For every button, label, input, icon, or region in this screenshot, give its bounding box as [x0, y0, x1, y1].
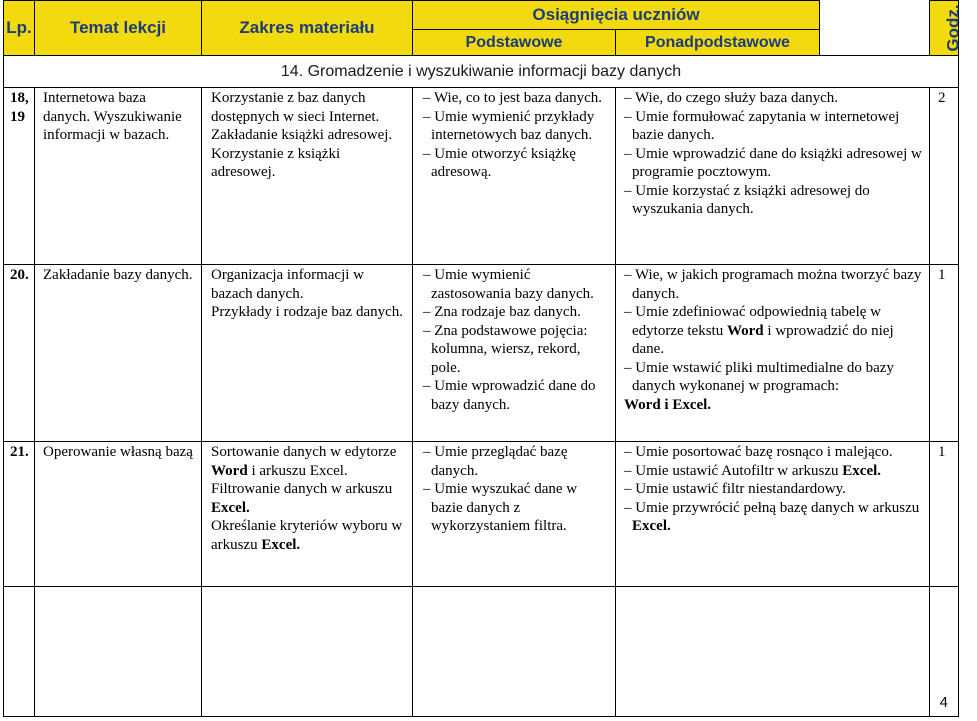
- row-advanced: – Umie posortować bazę rosnąco i malejąco. – Umie ustawić Autofiltr w arkuszu Excel. – Umie ustawić filtr niestandardowy. – Umie przywrócić pełną bazę danych w arkuszu Excel.: [616, 442, 930, 587]
- row-scope: Korzystanie z baz danych dostępnych w sieci Internet. Zakładanie książki adresowej. Korzystanie z książki adresowej.: [202, 88, 413, 265]
- row-advanced: – Wie, w jakich programach można tworzyć bazy danych. – Umie zdefiniować odpowiednią tabelę w edytorze tekstu Word i wprowadzić do niej dane. – Umie wstawić pliki multimedialne do bazy danych wykonanej w programach: Word i Excel.: [616, 265, 930, 442]
- row-scope: Sortowanie danych w edytorze Word i arkuszu Excel. Filtrowanie danych w arkuszu Excel. Określanie kryteriów wyboru w arkuszu Excel.: [202, 442, 413, 587]
- section-title: 14. Gromadzenie i wyszukiwanie informacji bazy danych: [4, 56, 959, 88]
- row-lp: 21.: [4, 442, 35, 587]
- row-topic: Zakładanie bazy danych.: [35, 265, 202, 442]
- header-advanced: Ponadpodstawowe: [616, 30, 820, 56]
- row-basic: – Wie, co to jest baza danych. – Umie wymienić przykłady internetowych baz danych. – Umie otworzyć książkę adresową.: [413, 88, 616, 265]
- page-number: 4: [939, 694, 948, 711]
- row-topic: Operowanie własną bazą: [35, 442, 202, 587]
- header-achievements: Osiągnięcia uczniów: [413, 1, 820, 30]
- header-basic: Podstawowe: [413, 30, 616, 56]
- header-hours: Godz.: [930, 1, 959, 56]
- row-lp: 20.: [4, 265, 35, 442]
- header-lp: Lp.: [4, 1, 35, 56]
- row-hours: 2: [930, 88, 959, 265]
- lesson-plan-table: [3, 0, 963, 717]
- row-topic: Internetowa baza danych. Wyszukiwanie informacji w bazach.: [35, 88, 202, 265]
- row-hours: 1: [930, 442, 959, 587]
- row-scope: Organizacja informacji w bazach danych. Przykłady i rodzaje baz danych.: [202, 265, 413, 442]
- row-lp: 18, 19: [4, 88, 35, 265]
- header-scope: Zakres materiału: [202, 1, 413, 56]
- row-basic: – Umie wymienić zastosowania bazy danych. – Zna rodzaje baz danych. – Zna podstawowe pojęcia: kolumna, wiersz, rekord, pole. – Umie wprowadzić dane do bazy danych.: [413, 265, 616, 442]
- row-advanced: – Wie, do czego służy baza danych. – Umie formułować zapytania w internetowej bazie danych. – Umie wprowadzić dane do książki adresowej w programie pocztowym. – Umie korzystać z książki adresowej do wyszukania danych.: [616, 88, 930, 265]
- header-topic: Temat lekcji: [35, 1, 202, 56]
- row-hours: 1: [930, 265, 959, 442]
- row-basic: – Umie przeglądać bazę danych. – Umie wyszukać dane w bazie danych z wykorzystaniem filtra.: [413, 442, 616, 587]
